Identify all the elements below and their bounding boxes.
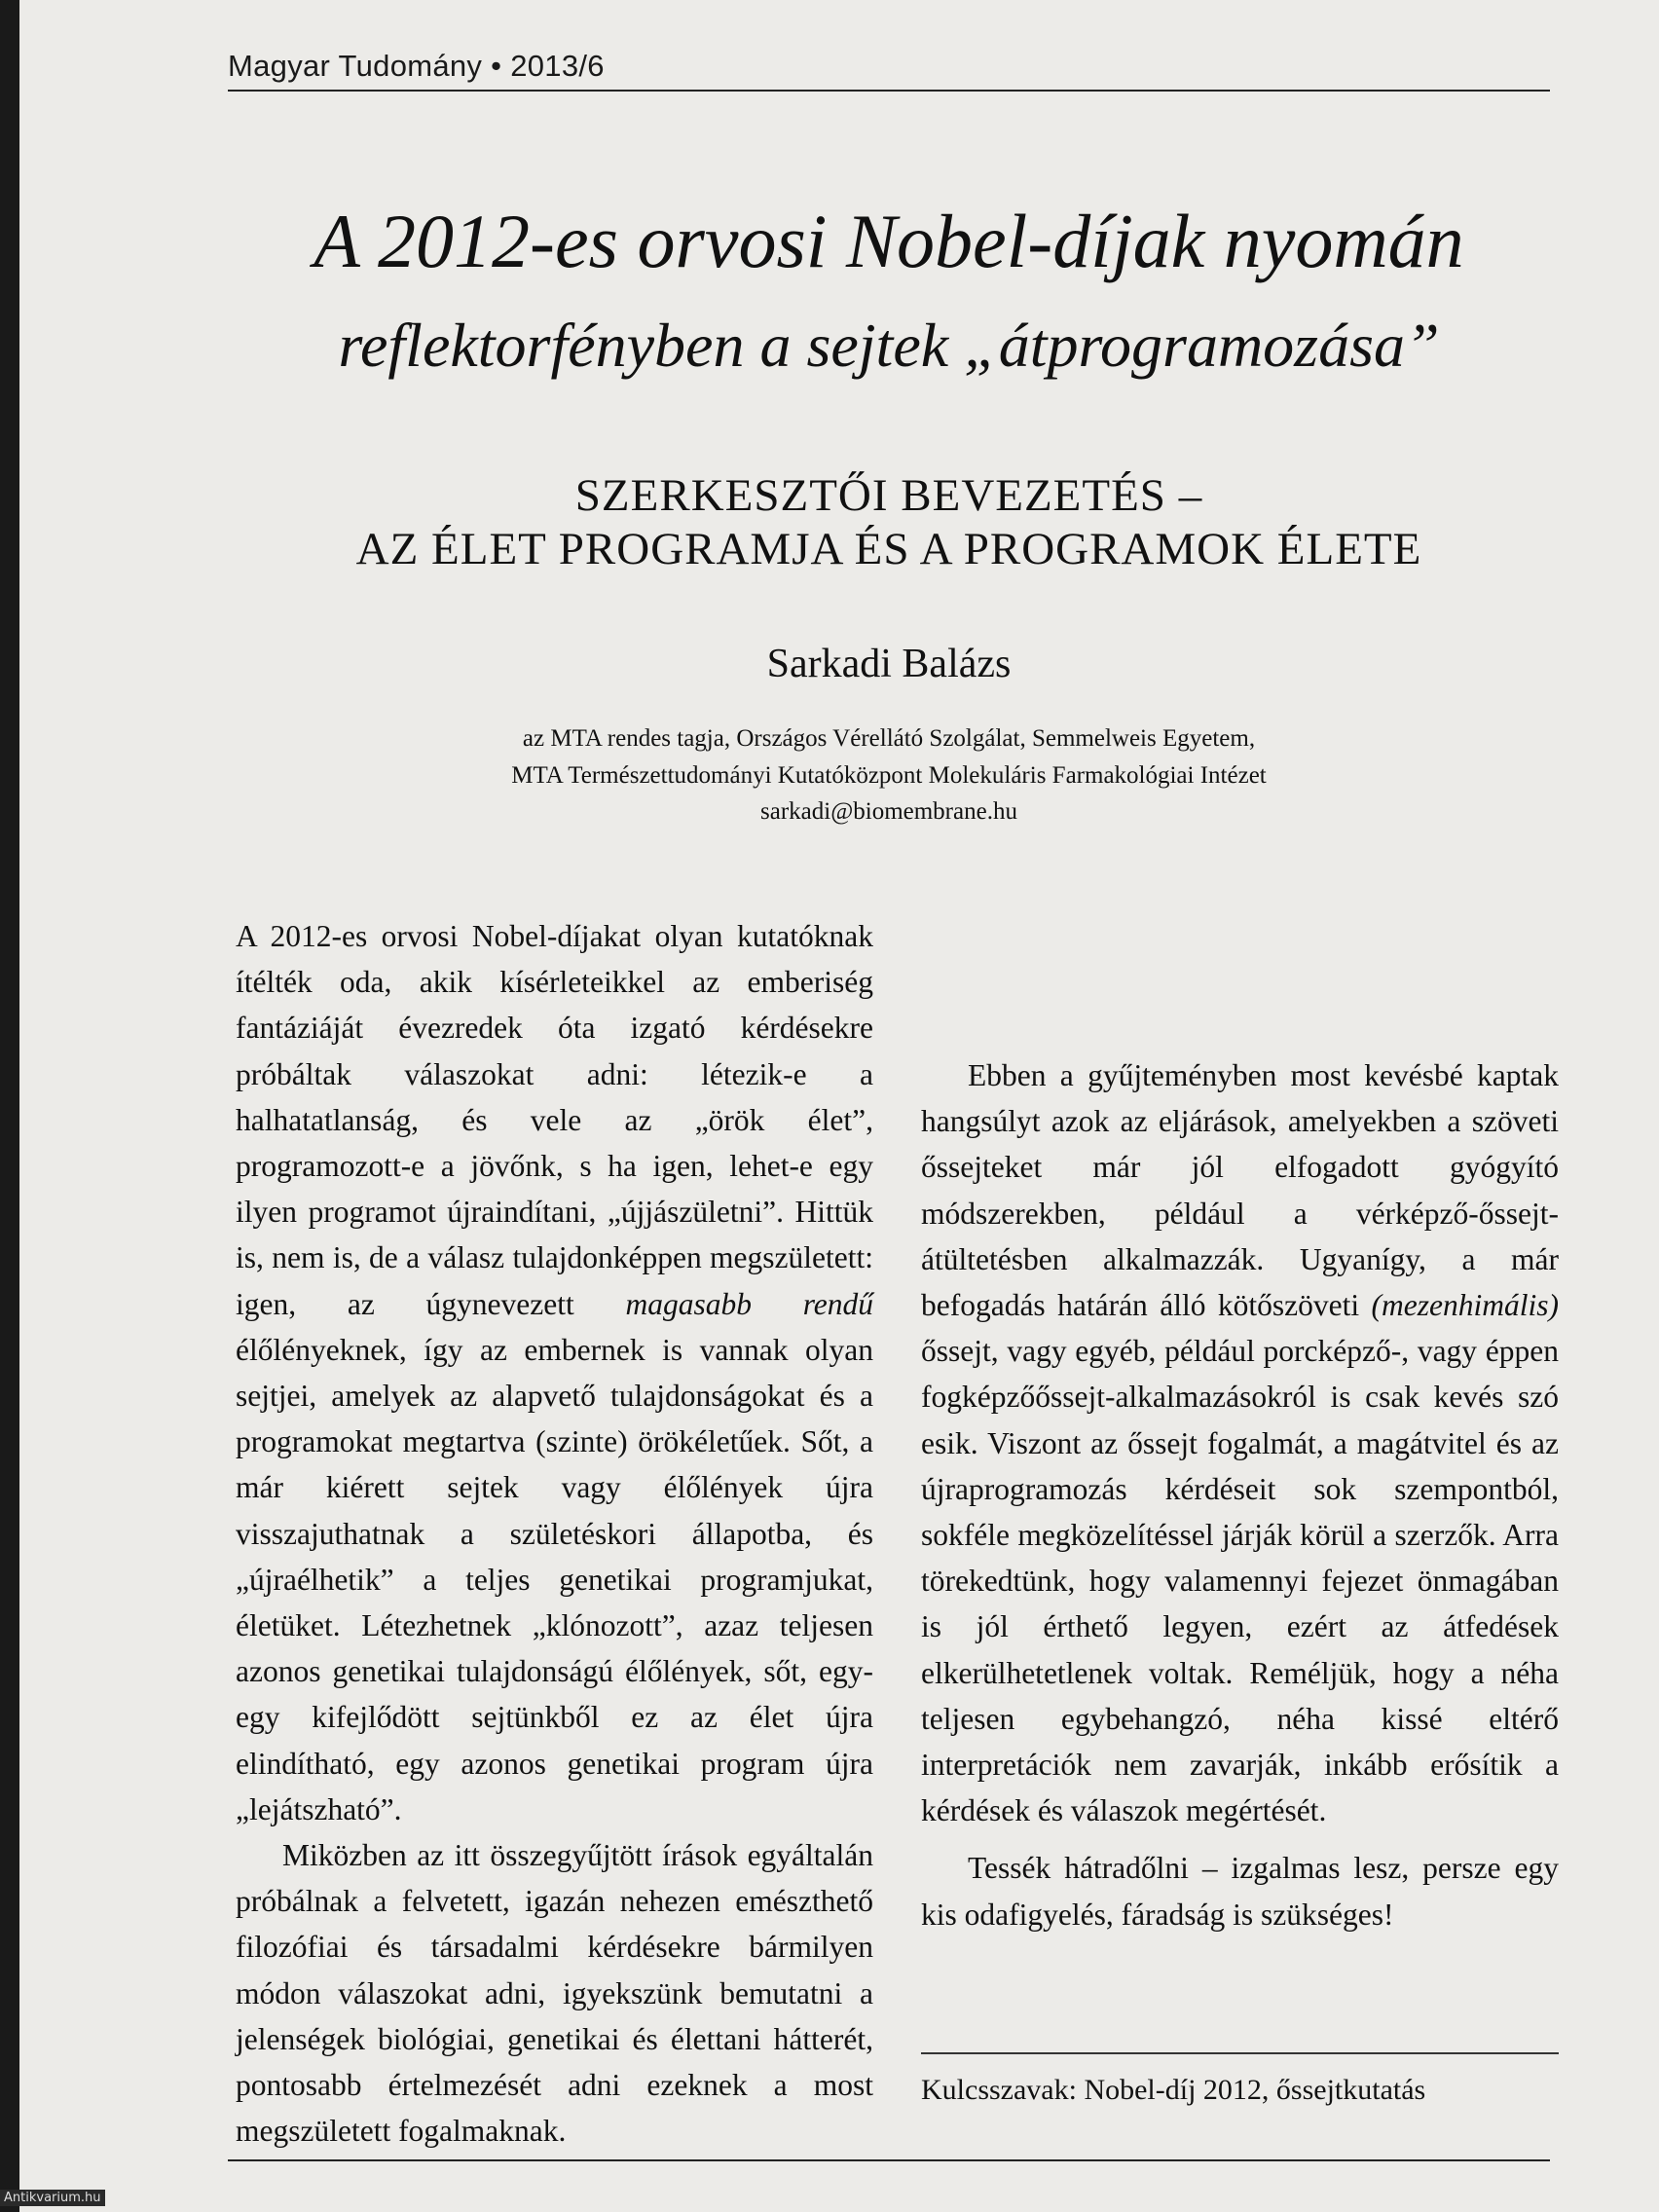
section-heading: [228, 469, 1550, 577]
paragraph-text: Ebben a gyűjteményben most kevésbé kaptak hangsúlyt azok az eljárások, amelyekben a szöveti őssejteket már jól elfogadott gyógyító módszerekben, például a vérképző-őssejt-átültetésben alkalmazzák. Ugyanígy, a már befogadás határán álló kötőszöveti: [921, 1058, 1559, 1323]
author-affiliation: [228, 720, 1550, 830]
keywords-rule: [921, 2052, 1559, 2054]
keywords: Kulcsszavak: Nobel-díj 2012, őssejtkutatás: [921, 2074, 1426, 2106]
article-subtitle: reflektorfényben a sejtek „átprogramozása”: [338, 311, 1440, 380]
paragraph-text: élőlényeknek, így az embernek is vannak olyan sejtjei, amelyek az alapvető tulajdonságokat és a programokat megtartva (szinte) örökéletűek. Sőt, a már kiérett sejtek vagy élőlények újra visszajuthatnak a születéskori állapotba, és „újraélhetik” a teljes genetikai programjukat, életüket. Létezhetnek „klónozott”, azaz teljesen azonos genetikai tulajdonságú élőlények, sőt, egy-egy kifejlődött sejtünkből ez az élet újra elindítható, egy azonos genetikai program újra „lejátszható”.: [236, 1332, 873, 1826]
author-email[interactable]: sarkadi@biomembrane.hu: [760, 798, 1017, 825]
affiliation-line: MTA Természettudományi Kutatóközpont Molekuláris Farmakológiai Intézet: [511, 761, 1267, 789]
watermark: Antikvarium.hu: [0, 2190, 105, 2206]
paragraph-text: őssejt, vagy egyéb, például porcképző-, vagy éppen fogképzőőssejt-alkalmazásokról is csak kevés szó esik. Viszont az őssejt fogalmát, a magátvitel és az újraprogramozás kérdéseit sok szempontból, sokféle megközelítéssel járják körül a szerzők. Arra törekedtünk, hogy valamennyi fejezet önmagában is jól érthető legyen, ezért az átfedések elkerülhetetlenek voltak. Reméljük, hogy a néha teljesen egybehangzó, néha kissé eltérő interpretációk nem zavarják, inkább erősítik a kérdések és válaszok megértését.: [921, 1334, 1559, 1828]
author-name: Sarkadi Balázs: [766, 642, 1012, 686]
body-column-left: [236, 913, 873, 2154]
paragraph-1: [236, 913, 873, 1832]
running-head: Magyar Tudomány • 2013/6: [228, 49, 605, 83]
body-column-right-content: [921, 1052, 1559, 1937]
footer-rule: [228, 2159, 1550, 2161]
article-title: A 2012-es orvosi Nobel-díjak nyomán: [313, 199, 1464, 283]
affiliation-line: az MTA rendes tagja, Országos Vérellátó Szolgálat, Semmelweis Egyetem,: [522, 725, 1256, 752]
paragraph-4: Tessék hátradőlni – izgalmas lesz, persze egy kis odafigyelés, fáradság is szükséges!: [921, 1851, 1559, 1932]
section-heading-line1: SZERKESZTŐI BEVEZETÉS –: [574, 470, 1203, 521]
paragraph-text: A 2012-es orvosi Nobel-díjakat olyan kutatóknak ítélték oda, akik kísérleteikkel az emberiség fantáziáját évezredek óta izgató kérdésekre próbáltak válaszokat adni: létezik-e a halhatatlanság, és vele az „örök élet”, programozott-e a jövőnk, s ha igen, lehet-e egy ilyen programot újraindítani, „újjászületni”. Hittük is, nem is, de a válasz tulajdonképpen megszületett: igen, az úgynevezett: [236, 919, 873, 1321]
emphasis-text: (mezenhimális): [1371, 1288, 1559, 1323]
paragraph-2: Miközben az itt összegyűjtött írások egyáltalán próbálnak a felvetett, igazán nehezen emészthető filozófiai és társadalmi kérdésekre bármilyen módon válaszokat adni, igyekszünk bemutatni a jelenségek biológiai, genetikai és élettani hátterét, pontosabb értelmezését adni ezeknek a most megszületett fogalmaknak.: [236, 1838, 873, 2149]
emphasis-text: magasabb rendű: [625, 1286, 874, 1321]
header-rule: [228, 90, 1550, 92]
section-heading-line2: AZ ÉLET PROGRAMJA ÉS A PROGRAMOK ÉLETE: [355, 524, 1422, 575]
page: [19, 0, 1659, 2212]
paragraph-3: [921, 1052, 1559, 1833]
